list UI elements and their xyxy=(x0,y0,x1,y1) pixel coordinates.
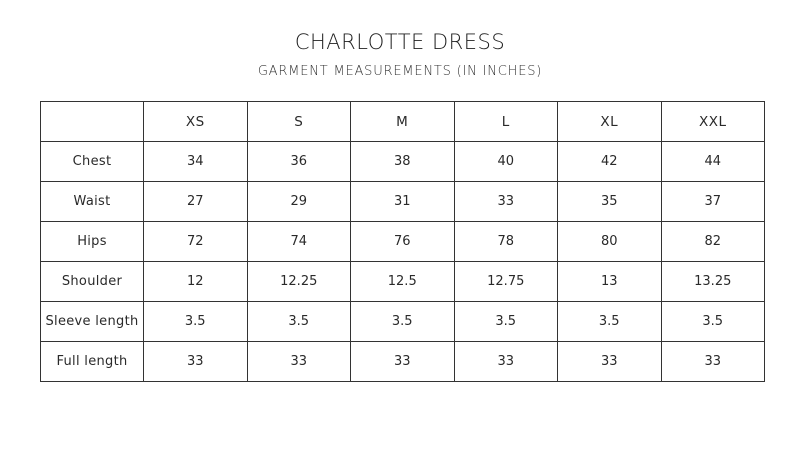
table-row xyxy=(41,342,765,382)
size-header-l: L xyxy=(454,102,558,142)
table-cell: 3.5 xyxy=(558,302,662,342)
table-row xyxy=(41,262,765,302)
table-cell: 82 xyxy=(661,222,765,262)
table-cell: 76 xyxy=(351,222,455,262)
table-cell: 78 xyxy=(454,222,558,262)
table-cell: 35 xyxy=(558,182,662,222)
page-subtitle: GARMENT MEASUREMENTS (IN INCHES) xyxy=(257,64,543,79)
table-cell: 3.5 xyxy=(247,302,351,342)
table-cell: 80 xyxy=(558,222,662,262)
table-cell: 29 xyxy=(247,182,351,222)
table-row xyxy=(41,302,765,342)
table-cell: 12.75 xyxy=(454,262,558,302)
page-title: CHARLOTTE DRESS xyxy=(294,30,506,54)
table-corner-cell xyxy=(41,102,144,142)
row-label-sleeve-length: Sleeve length xyxy=(41,302,144,342)
row-label-hips: Hips xyxy=(41,222,144,262)
table-cell: 42 xyxy=(558,142,662,182)
table-cell: 3.5 xyxy=(454,302,558,342)
table-cell: 12 xyxy=(144,262,248,302)
table-cell: 72 xyxy=(144,222,248,262)
table-cell: 33 xyxy=(661,342,765,382)
table-cell: 33 xyxy=(351,342,455,382)
table-cell: 12.5 xyxy=(351,262,455,302)
table-cell: 33 xyxy=(247,342,351,382)
table-cell: 36 xyxy=(247,142,351,182)
table-cell: 40 xyxy=(454,142,558,182)
table-cell: 27 xyxy=(144,182,248,222)
table-cell: 12.25 xyxy=(247,262,351,302)
row-label-full-length: Full length xyxy=(41,342,144,382)
size-header-xxl: XXL xyxy=(661,102,765,142)
table-cell: 31 xyxy=(351,182,455,222)
table-cell: 13.25 xyxy=(661,262,765,302)
size-header-m: M xyxy=(351,102,455,142)
row-label-waist: Waist xyxy=(41,182,144,222)
table-cell: 44 xyxy=(661,142,765,182)
size-header-s: S xyxy=(247,102,351,142)
table-cell: 3.5 xyxy=(351,302,455,342)
row-label-shoulder: Shoulder xyxy=(41,262,144,302)
table-cell: 37 xyxy=(661,182,765,222)
table-header-row xyxy=(41,102,765,142)
table-row xyxy=(41,182,765,222)
table-cell: 33 xyxy=(558,342,662,382)
table-cell: 33 xyxy=(454,342,558,382)
size-chart-table xyxy=(40,101,765,382)
table-cell: 38 xyxy=(351,142,455,182)
size-header-xl: XL xyxy=(558,102,662,142)
row-label-chest: Chest xyxy=(41,142,144,182)
table-cell: 74 xyxy=(247,222,351,262)
table-cell: 33 xyxy=(144,342,248,382)
table-cell: 33 xyxy=(454,182,558,222)
table-cell: 13 xyxy=(558,262,662,302)
table-row xyxy=(41,142,765,182)
table-cell: 34 xyxy=(144,142,248,182)
table-cell: 3.5 xyxy=(144,302,248,342)
size-header-xs: XS xyxy=(144,102,248,142)
table-row xyxy=(41,222,765,262)
table-cell: 3.5 xyxy=(661,302,765,342)
